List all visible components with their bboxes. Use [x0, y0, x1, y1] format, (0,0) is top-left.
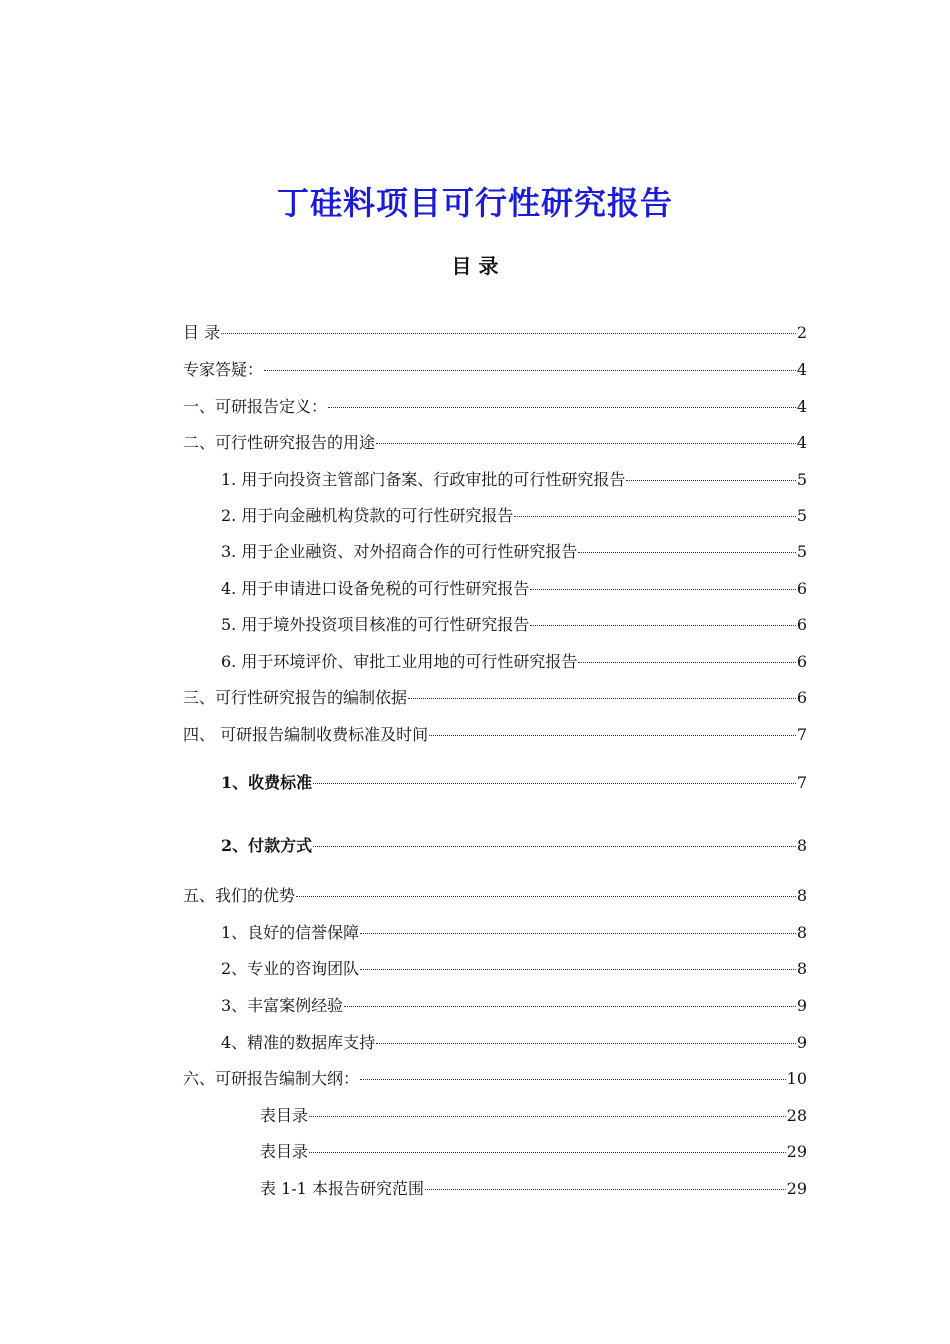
toc-entry[interactable] [183, 885, 807, 907]
toc-page-number: 5 [796, 542, 807, 561]
toc-page-number: 9 [796, 1033, 807, 1052]
toc-leader [578, 552, 795, 553]
toc-entry-label: 3、丰富案例经验 [221, 996, 344, 1015]
toc-leader [530, 625, 795, 626]
toc-entry[interactable] [183, 1068, 807, 1090]
toc-leader [360, 1079, 786, 1080]
toc-entry-label: 一、可研报告定义： [183, 397, 328, 416]
toc-page-number: 7 [796, 725, 807, 744]
toc-leader [429, 735, 796, 736]
toc-entry-label: 五、我们的优势 [183, 886, 296, 905]
toc-entry-label: 三、可行性研究报告的编制依据 [183, 688, 408, 707]
toc-page-number: 10 [786, 1069, 807, 1088]
toc-leader [514, 516, 795, 517]
toc-leader [309, 1116, 786, 1117]
toc-entry-label: 1、良好的信誉保障 [221, 923, 360, 942]
toc-entry-label: 1、收费标准 [221, 773, 313, 792]
toc-leader [313, 783, 796, 784]
toc-leader [309, 1152, 786, 1153]
toc-entry[interactable] [221, 772, 807, 794]
toc-entry[interactable] [183, 687, 807, 709]
toc-entry-label: 6. 用于环境评价、审批工业用地的可行性研究报告 [221, 652, 578, 671]
toc-page-number: 7 [796, 773, 807, 792]
toc-entry[interactable] [260, 1178, 807, 1200]
toc-page-number: 28 [786, 1106, 807, 1125]
toc-page-number: 8 [796, 836, 807, 855]
toc-entry-label: 2、付款方式 [221, 836, 313, 855]
toc-entry-label: 四、 可研报告编制收费标准及时间 [183, 725, 429, 744]
toc-page-number: 4 [796, 360, 807, 379]
toc-entry[interactable] [221, 651, 807, 673]
toc-entry[interactable] [221, 614, 807, 636]
toc-leader [360, 969, 796, 970]
toc-entry[interactable] [221, 541, 807, 563]
toc-leader [360, 933, 796, 934]
toc-entry[interactable] [183, 322, 807, 344]
toc-leader [376, 443, 796, 444]
toc-entry-label: 4. 用于申请进口设备免税的可行性研究报告 [221, 579, 530, 598]
toc-entry[interactable] [221, 578, 807, 600]
toc-entry-label: 3. 用于企业融资、对外招商合作的可行性研究报告 [221, 542, 578, 561]
toc-entry-label: 4、精准的数据库支持 [221, 1033, 376, 1052]
toc-entry-label: 1. 用于向投资主管部门备案、行政审批的可行性研究报告 [221, 470, 626, 489]
toc-page-number: 4 [796, 397, 807, 416]
toc-page-number: 8 [796, 959, 807, 978]
toc-entry[interactable] [183, 724, 807, 746]
toc-page-number: 2 [796, 323, 807, 342]
toc-entry[interactable] [221, 505, 807, 527]
toc-entry-label: 目 录 [183, 323, 221, 342]
toc-page-number: 5 [796, 506, 807, 525]
toc-entry[interactable] [221, 958, 807, 980]
toc-page-number: 29 [786, 1179, 807, 1198]
toc-entry[interactable] [221, 1032, 807, 1054]
toc-page-number: 8 [796, 886, 807, 905]
toc-leader [425, 1189, 786, 1190]
toc-entry[interactable] [221, 835, 807, 857]
toc-page-number: 6 [796, 688, 807, 707]
toc-leader [626, 480, 795, 481]
toc-leader [578, 662, 795, 663]
toc-page-number: 9 [796, 996, 807, 1015]
toc-entry-label: 5. 用于境外投资项目核准的可行性研究报告 [221, 615, 530, 634]
toc-entry[interactable] [260, 1141, 807, 1163]
toc-entry-label: 表 1-1 本报告研究范围 [260, 1179, 424, 1198]
toc-leader [221, 333, 796, 334]
toc-leader [328, 407, 796, 408]
toc-entry[interactable] [221, 922, 807, 944]
toc-entry-label: 表目录 [260, 1106, 309, 1125]
toc-entry[interactable] [260, 1105, 807, 1127]
toc-page-number: 29 [786, 1142, 807, 1161]
toc-leader [344, 1006, 796, 1007]
toc-page-number: 4 [796, 433, 807, 452]
toc-entry[interactable] [221, 995, 807, 1017]
toc-entry[interactable] [183, 359, 807, 381]
toc-leader [313, 846, 796, 847]
toc-leader [296, 896, 796, 897]
toc-page-number: 5 [796, 470, 807, 489]
toc-entry-label: 表目录 [260, 1142, 309, 1161]
toc-leader [530, 589, 795, 590]
toc-leader [408, 698, 796, 699]
toc-entry-label: 二、可行性研究报告的用途 [183, 433, 376, 452]
toc-entry-label: 六、可研报告编制大纲： [183, 1069, 360, 1088]
toc-entry[interactable] [221, 469, 807, 491]
toc-page-number: 6 [796, 652, 807, 671]
toc-entry[interactable] [183, 432, 807, 454]
toc-entry-label: 2. 用于向金融机构贷款的可行性研究报告 [221, 506, 514, 525]
toc-leader [376, 1043, 796, 1044]
toc-entry-label: 2、专业的咨询团队 [221, 959, 360, 978]
toc-page-number: 8 [796, 923, 807, 942]
document-title: 丁硅料项目可行性研究报告 [276, 184, 673, 222]
toc-entry-label: 专家答疑： [183, 360, 264, 379]
toc-page-number: 6 [796, 615, 807, 634]
toc-entry[interactable] [183, 396, 807, 418]
toc-heading: 目 录 [451, 254, 499, 278]
toc-leader [264, 370, 796, 371]
toc-page-number: 6 [796, 579, 807, 598]
